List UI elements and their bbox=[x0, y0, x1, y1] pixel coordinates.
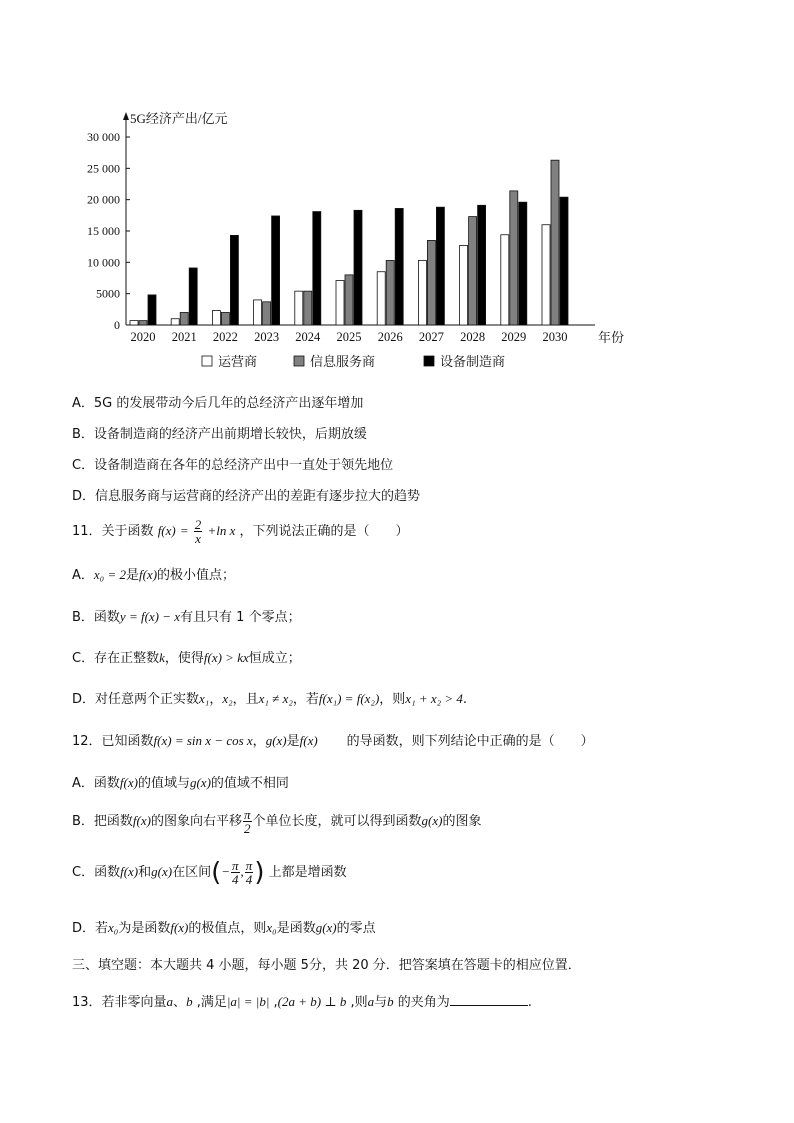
q12-d-gx: g(x) bbox=[315, 920, 337, 935]
legend-label: 设备制造商 bbox=[440, 354, 506, 369]
q12-stem-text1: 是 bbox=[286, 734, 300, 749]
q10-option-d: D．信息服务商与运营商的经济产出的差距有逐步拉大的趋势 bbox=[72, 489, 421, 504]
q12-c-gx: g(x) bbox=[151, 864, 173, 879]
q10-option-b: B．设备制造商的经济产出前期增长较快，后期放缓 bbox=[72, 427, 367, 442]
bar-operator-2025 bbox=[336, 281, 344, 325]
q11-a-label: A． bbox=[72, 568, 94, 583]
q12-comma: ， bbox=[252, 734, 266, 749]
q13-vec-b2: b bbox=[387, 994, 394, 1009]
bar-equipment-2025 bbox=[354, 210, 362, 325]
q11-option-c bbox=[72, 649, 301, 668]
y-tick-label: 25 000 bbox=[87, 161, 120, 176]
q11-d-comma: ， bbox=[209, 692, 223, 707]
bar-chart bbox=[70, 104, 630, 384]
q12-d-label: D．若 bbox=[72, 921, 109, 936]
bar-info-service-2020 bbox=[139, 321, 147, 325]
q12-option-d bbox=[72, 919, 376, 938]
q11-option-b bbox=[72, 608, 301, 627]
q11-a-x0: x₀ = 2 bbox=[93, 567, 126, 582]
legend-label: 信息服务商 bbox=[310, 354, 376, 369]
q12-c-rparen: ) bbox=[254, 857, 265, 888]
y-tick-label: 5000 bbox=[96, 286, 120, 301]
y-axis-label: 5G经济产出/亿元 bbox=[130, 111, 228, 126]
q12-stem-label: 12．已知函数 bbox=[72, 734, 154, 749]
bar-operator-2021 bbox=[171, 319, 179, 325]
bar-equipment-2028 bbox=[478, 205, 486, 325]
q11-frac-num: 2 bbox=[194, 517, 202, 532]
q12-b-pi: π bbox=[243, 807, 251, 822]
q12-d-text2: 的极值点，则 bbox=[188, 921, 267, 936]
q13-text3: 与 bbox=[374, 995, 388, 1010]
bar-info-service-2028 bbox=[469, 217, 477, 325]
q12-a-text1: 的值域与 bbox=[137, 776, 190, 791]
x-tick-label: 2024 bbox=[295, 330, 321, 344]
q12-c-four1: 4 bbox=[232, 872, 239, 887]
q11-c-ineq: f(x) > kx bbox=[203, 650, 249, 665]
q12-fx: f(x) bbox=[299, 733, 318, 748]
bar-operator-2023 bbox=[254, 300, 262, 325]
q11-stem bbox=[72, 518, 409, 545]
q12-option-b bbox=[72, 808, 481, 835]
q11-frac-den: x bbox=[195, 531, 201, 546]
bar-info-service-2022 bbox=[221, 312, 229, 325]
q12-c-fx: f(x) bbox=[120, 864, 139, 879]
q13-text2: ,则 bbox=[346, 995, 368, 1010]
q13-sep: 、 bbox=[173, 995, 187, 1010]
x-tick-label: 2028 bbox=[460, 330, 486, 344]
q11-d-label: D．对任意两个正实数 bbox=[72, 692, 200, 707]
bar-operator-2020 bbox=[130, 321, 138, 325]
q13-answer-blank[interactable] bbox=[450, 992, 528, 1006]
q11-b-text: 有且只有 1 个零点； bbox=[180, 610, 301, 625]
bar-equipment-2027 bbox=[436, 207, 444, 325]
legend-swatch bbox=[294, 356, 304, 366]
q13-text4: 的夹角为 bbox=[393, 995, 450, 1010]
q12-c-label: C．函数 bbox=[72, 865, 121, 880]
q11-fraction bbox=[194, 518, 203, 545]
bar-info-service-2021 bbox=[180, 312, 188, 325]
q11-option-a bbox=[72, 566, 235, 585]
q11-b-label: B．函数 bbox=[72, 610, 120, 625]
q11-c-text2: 恒成立； bbox=[248, 651, 301, 666]
x-tick-label: 2027 bbox=[418, 330, 444, 344]
q12-a-text2: 的值域不相同 bbox=[210, 776, 289, 791]
q11-d-period: . bbox=[462, 692, 468, 707]
q12-c-text1: 和 bbox=[138, 865, 152, 880]
q12-b-text2: 个单位长度，就可以得到函数 bbox=[252, 814, 422, 829]
bar-operator-2026 bbox=[377, 272, 385, 325]
q12-b-fraction bbox=[243, 808, 252, 835]
q12-c-four2: 4 bbox=[245, 872, 253, 887]
q11-b-eq: y = f(x) − x bbox=[119, 609, 181, 624]
q12-c-text2: 在区间 bbox=[172, 865, 212, 880]
q12-c-neg: − bbox=[221, 864, 231, 879]
q12-a-gx: g(x) bbox=[189, 775, 211, 790]
y-tick-label: 0 bbox=[114, 318, 120, 332]
q13-stem bbox=[72, 992, 532, 1012]
q12-b-gx: g(x) bbox=[421, 813, 443, 828]
q12-d-text3: 是函数 bbox=[276, 921, 316, 936]
q11-d-text2: ，若 bbox=[292, 692, 319, 707]
x-tick-label: 2025 bbox=[336, 330, 362, 344]
q12-c-pi2: π bbox=[245, 858, 253, 873]
q12-d-fx: f(x) bbox=[170, 920, 189, 935]
x-tick-label: 2021 bbox=[171, 330, 197, 344]
bar-operator-2028 bbox=[460, 245, 468, 325]
q12-c-frac2 bbox=[245, 859, 254, 886]
y-tick-label: 20 000 bbox=[87, 192, 120, 207]
y-tick-label: 15 000 bbox=[87, 224, 120, 238]
q11-c-k: k bbox=[159, 650, 165, 665]
q11-d-x2: x₂ bbox=[222, 691, 233, 706]
q12-c-frac1 bbox=[231, 859, 240, 886]
q11-d-feq: f(x₁) = f(x₂) bbox=[318, 691, 380, 706]
legend-swatch bbox=[202, 356, 212, 366]
q10-option-a: A．5G 的发展带动今后几年的总经济产出逐年增加 bbox=[72, 396, 364, 411]
x-tick-label: 2022 bbox=[212, 330, 238, 344]
q12-d-x0b: x₀ bbox=[266, 920, 277, 935]
q11-d-text1: ，且 bbox=[232, 692, 259, 707]
x-axis-label: 年份 bbox=[598, 330, 625, 345]
q11-a-text2: 的极小值点； bbox=[157, 568, 236, 583]
bar-info-service-2024 bbox=[304, 291, 312, 325]
legend-swatch bbox=[424, 356, 434, 366]
chart-svg bbox=[70, 104, 630, 384]
q13-label: 13．若非零向量 bbox=[72, 995, 167, 1010]
q13-text1: ,满足 bbox=[192, 995, 227, 1010]
q13-period: . bbox=[527, 995, 532, 1010]
q12-d-x0: x₀ bbox=[108, 920, 119, 935]
q12-option-c bbox=[72, 859, 347, 886]
q12-fdef: f(x) = sin x − cos x bbox=[153, 733, 253, 748]
q12-gx: g(x) bbox=[265, 733, 287, 748]
q11-a-fx: f(x) bbox=[138, 567, 158, 582]
bar-equipment-2021 bbox=[189, 268, 197, 325]
q12-c-comma: , bbox=[240, 864, 244, 879]
q13-abs-eq: |a| = |b| bbox=[226, 994, 270, 1009]
q12-b-two: 2 bbox=[243, 821, 251, 836]
bar-equipment-2023 bbox=[272, 216, 280, 325]
q11-option-d bbox=[72, 690, 467, 709]
bar-operator-2029 bbox=[501, 235, 509, 325]
q11-d-ne: x₁ ≠ x₂ bbox=[258, 691, 293, 706]
bar-operator-2030 bbox=[542, 225, 550, 325]
bar-equipment-2029 bbox=[519, 202, 527, 325]
bar-equipment-2026 bbox=[395, 208, 403, 325]
q12-c-lparen: ( bbox=[211, 857, 222, 888]
q12-d-text1: 为是函数 bbox=[118, 921, 171, 936]
q11-stem-tail: ，下列说法正确的是（ ） bbox=[239, 524, 409, 539]
q13-vec-a2: a bbox=[367, 994, 375, 1009]
q11-eq: = bbox=[179, 523, 189, 538]
bar-info-service-2027 bbox=[427, 240, 435, 325]
q13-comma: , bbox=[269, 995, 278, 1010]
q12-a-label: A．函数 bbox=[72, 776, 120, 791]
bar-equipment-2020 bbox=[148, 295, 156, 325]
x-tick-label: 2023 bbox=[254, 330, 280, 344]
bar-info-service-2025 bbox=[345, 275, 353, 325]
q12-b-text3: 的图象 bbox=[442, 814, 482, 829]
bar-operator-2024 bbox=[295, 291, 303, 325]
q12-b-fx: f(x) bbox=[132, 813, 151, 828]
bar-equipment-2024 bbox=[313, 212, 321, 325]
q11-lnx: +ln x bbox=[207, 523, 236, 538]
q11-stem-label: 11．关于函数 bbox=[72, 524, 154, 539]
bar-info-service-2030 bbox=[551, 160, 559, 325]
y-tick-label: 30 000 bbox=[87, 130, 120, 144]
q13-vec-b: b bbox=[186, 994, 193, 1009]
legend-label: 运营商 bbox=[218, 354, 258, 369]
x-tick-label: 2029 bbox=[501, 330, 527, 344]
q12-c-text3: 上都是增函数 bbox=[268, 865, 347, 880]
q13-perp: (2a + b) ⊥ b bbox=[277, 994, 347, 1009]
q11-d-x1: x₁ bbox=[199, 691, 210, 706]
q11-fx: f(x) bbox=[157, 523, 176, 538]
q12-option-a bbox=[72, 774, 289, 793]
q11-c-label: C．存在正整数 bbox=[72, 651, 160, 666]
bar-equipment-2030 bbox=[560, 197, 568, 325]
y-axis-arrow bbox=[123, 112, 129, 120]
q12-c-pi1: π bbox=[232, 858, 239, 873]
x-tick-label: 2020 bbox=[130, 330, 156, 344]
q11-a-text1: 是 bbox=[125, 568, 139, 583]
q12-b-text1: 的图象向右平移 bbox=[150, 814, 242, 829]
q12-d-text4: 的零点 bbox=[336, 921, 376, 936]
bar-operator-2022 bbox=[212, 311, 220, 325]
bar-info-service-2026 bbox=[386, 260, 394, 325]
bar-info-service-2023 bbox=[263, 302, 271, 325]
x-tick-label: 2030 bbox=[542, 330, 568, 344]
bar-operator-2027 bbox=[418, 260, 426, 325]
q10-option-c: C．设备制造商在各年的总经济产出中一直处于领先地位 bbox=[72, 458, 394, 473]
q12-stem bbox=[72, 732, 594, 751]
q11-d-text3: ，则 bbox=[379, 692, 406, 707]
q11-c-text1: ，使得 bbox=[164, 651, 204, 666]
q12-a-fx: f(x) bbox=[119, 775, 138, 790]
bar-equipment-2022 bbox=[230, 235, 238, 325]
q12-stem-text2: 的导函数，则下列结论中正确的是（ ） bbox=[346, 734, 594, 749]
section-3-heading: 三、填空题：本大题共 4 小题，每小题 5分，共 20 分．把答案填在答题卡的相应位置． bbox=[72, 958, 581, 973]
q12-b-label: B．把函数 bbox=[72, 814, 133, 829]
y-tick-label: 10 000 bbox=[87, 255, 120, 270]
q11-d-sum: x₁ + x₂ > 4 bbox=[405, 691, 463, 706]
q13-vec-a: a bbox=[166, 994, 174, 1009]
x-tick-label: 2026 bbox=[377, 330, 403, 344]
bar-info-service-2029 bbox=[510, 191, 518, 325]
